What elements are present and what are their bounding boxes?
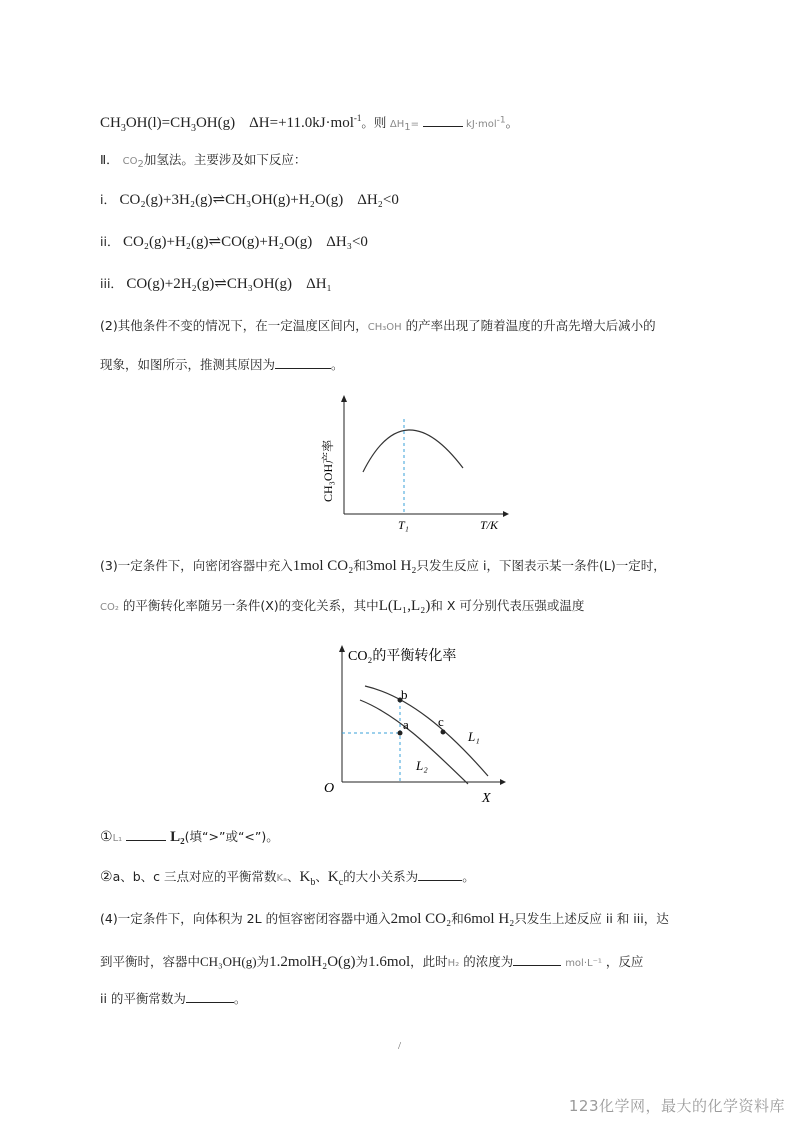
answer-blank[interactable] — [418, 866, 462, 881]
curve-l2-label: L₂ — [416, 758, 428, 773]
page-mark: / — [398, 1040, 402, 1052]
equation-line-0 — [100, 108, 518, 139]
dh1-label: $\Delta H_1=$ — [389, 119, 420, 133]
q3-part2: ②a、b、c 三点对应的平衡常数Kₐ、$K_b$、$K_c$的大小关系为 。 — [100, 866, 475, 893]
x-axis-arrow — [503, 511, 509, 517]
point-a — [398, 731, 403, 736]
footer-watermark: 123化学网，最大的化学资料库 — [568, 1097, 785, 1115]
text: 。 — [505, 115, 519, 130]
yield-curve — [363, 430, 463, 472]
reaction-i: i． CO₂(g)+3H₂(g)⇌CH₃OH(g)+H₂O(g) ΔH₂<0 — [100, 192, 399, 208]
unit: mol·L⁻¹ — [565, 958, 602, 969]
q4-line2: 到平衡时，容器中CH₃OH(g)为1.2molH₂O(g)为1.6mol，此时H₂ 的浓度为 mol·L⁻¹ ，反应 — [100, 951, 643, 974]
answer-blank[interactable] — [186, 988, 234, 1003]
l2-label: L₂ — [170, 829, 185, 845]
q3-line1: (3)一定条件下，向密闭容器中充入1mol CO₂和3mol H₂只发生反应 i，下图表示某一条件(L)一定时， — [100, 558, 666, 574]
t1-tick: T₁ — [398, 518, 409, 532]
formula: $CH_3OH(l)=CH_3OH(g)$ — [100, 115, 236, 134]
co2-label: $CO_2$ — [122, 156, 144, 170]
point-b-label: b — [401, 687, 408, 702]
point-c-label: c — [438, 714, 444, 729]
curve-l2 — [360, 700, 468, 784]
answer-blank[interactable] — [513, 951, 561, 966]
l1-label: L₁ — [112, 833, 123, 844]
h2-label: H₂ — [447, 958, 460, 969]
origin-label: O — [324, 781, 335, 796]
x-axis-arrow — [500, 779, 506, 785]
co2-label: CO₂ — [100, 602, 119, 613]
yield-temperature-chart — [320, 392, 510, 537]
y-axis-label: CH₃OH产率 — [321, 439, 335, 502]
y-axis-label: CO₂的平衡转化率 — [348, 649, 457, 664]
y-axis-arrow — [339, 645, 345, 652]
enthalpy: ΔH=+11.0kJ·mol$^{-1}$ — [249, 113, 362, 131]
reaction-ii: ii． CO₂(g)+H₂(g)⇌CO(g)+H₂O(g) ΔH₃<0 — [100, 234, 368, 250]
section-2-heading: Ⅱ． $CO_2$加氢法。主要涉及如下反应： — [100, 152, 307, 170]
x-axis-label: T/K — [480, 518, 499, 532]
q3-part1: ①L₁ L₂(填“>”或“<”)。 — [100, 826, 279, 849]
point-a-label: a — [403, 717, 409, 732]
answer-blank[interactable] — [423, 112, 463, 127]
answer-blank[interactable] — [126, 826, 166, 841]
point-c — [441, 730, 446, 735]
curve-l1-label: L₁ — [468, 729, 480, 744]
text: 。则 — [361, 115, 387, 130]
answer-blank[interactable] — [275, 354, 331, 369]
ka-label: Kₐ — [276, 873, 287, 884]
q2-line2: 现象，如图所示，推测其原因为 。 — [100, 354, 344, 375]
y-axis-arrow — [341, 395, 347, 402]
q3-line2: CO₂ 的平衡转化率随另一条件(X)的变化关系，其中L(L₁,L₂)和 X 可分别代表压强或温度 — [100, 598, 585, 614]
q4-line1: (4)一定条件下，向体积为 2L 的恒容密闭容器中通入2mol CO₂和6mol H₂只发生上述反应 ii 和 iii，达 — [100, 911, 669, 927]
q4-line3: ii 的平衡常数为 。 — [100, 988, 246, 1009]
q2-line1: (2)其他条件不变的情况下，在一定温度区间内，CH₃OH 的产率出现了随着温度的升高先增大后减小的 — [100, 318, 656, 333]
ch3oh-label: CH₃OH — [367, 322, 402, 333]
reaction-iii: iii． CO(g)+2H₂(g)⇌CH₃OH(g) ΔH₁ — [100, 276, 332, 292]
x-axis-label: X — [482, 791, 491, 806]
conversion-chart — [318, 640, 508, 808]
unit: kJ·mol$^{-1}$ — [466, 115, 506, 130]
